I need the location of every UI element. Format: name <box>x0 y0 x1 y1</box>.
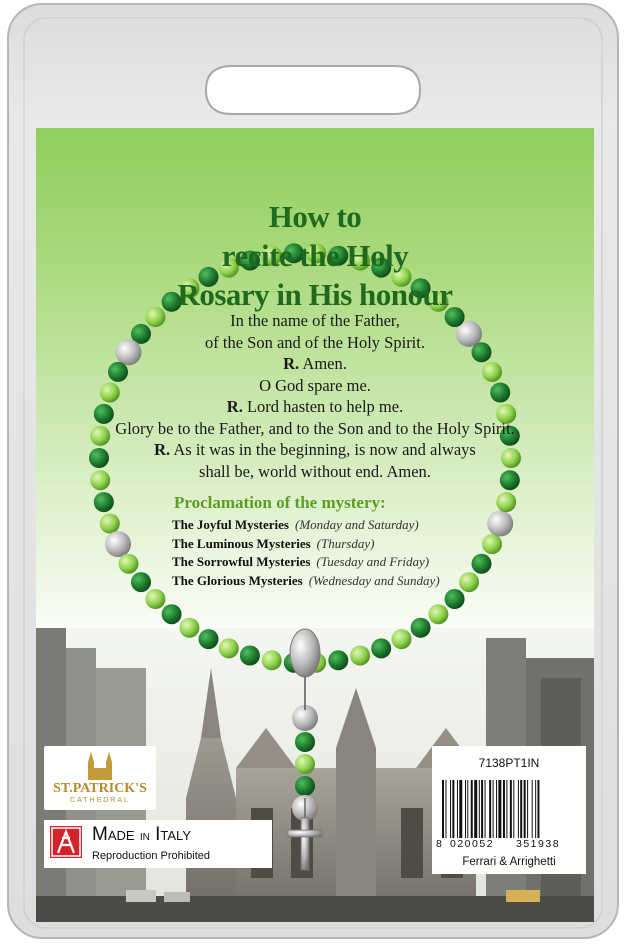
hanging-slot <box>206 66 420 114</box>
barcode-bar <box>518 780 519 838</box>
rosary-bead <box>119 554 139 574</box>
ferrari-arrighetti-logo-icon <box>50 826 82 858</box>
rosary-bead <box>219 638 239 658</box>
barcode-bar <box>503 780 505 838</box>
rosary-bead <box>496 492 516 512</box>
prayer-text: shall be, world without end. Amen. <box>199 461 431 481</box>
rosary-bead <box>392 629 412 649</box>
rosary-bead <box>199 629 219 649</box>
card-title-line-1: How to <box>268 199 362 234</box>
rosary-bead <box>100 514 120 534</box>
brand-name: Ferrari & Arrighetti <box>462 856 556 868</box>
prayer-line <box>36 439 594 461</box>
mystery-item <box>172 552 429 571</box>
rosary-pendant-bead <box>295 732 315 752</box>
barcode-bar <box>489 780 491 838</box>
barcode-bar <box>467 780 468 838</box>
prayer-text: of the Son and of the Holy Spirit. <box>205 332 425 352</box>
prayer-line <box>36 396 594 418</box>
barcode-bar <box>493 780 494 838</box>
rosary-bead <box>350 646 370 666</box>
in-word: in <box>139 827 150 843</box>
barcode-bar <box>474 780 477 838</box>
barcode-icon <box>440 780 578 840</box>
mystery-days: (Monday and Saturday) <box>294 517 419 532</box>
rosary-bead <box>262 650 282 670</box>
rosary-bead <box>145 589 165 609</box>
card-title-line-3: Rosary in His honour <box>177 277 453 312</box>
prayer-line <box>36 353 594 375</box>
cathedral-logo-box <box>44 746 156 810</box>
response-marker: R. <box>283 354 300 373</box>
prayer-text: Glory be to the Father, and to the Son and to the Holy Spirit. <box>115 418 515 438</box>
barcode-bar <box>465 780 466 838</box>
mystery-days: (Thursday) <box>316 535 375 551</box>
rosary-bead <box>411 618 431 638</box>
barcode-bar <box>459 780 462 838</box>
barcode-bar <box>498 780 501 838</box>
prayer-text: Amen. <box>299 354 347 373</box>
barcode-bar <box>520 780 522 838</box>
barcode-right-digits: 351938 <box>516 838 561 850</box>
proclamation-heading: Proclamation of the mystery: <box>174 493 386 512</box>
barcode-bar <box>485 780 486 838</box>
cathedral-logo-sub: CATHEDRAL <box>70 797 130 804</box>
made-word: Made <box>92 824 135 845</box>
rosary-bead <box>482 534 502 554</box>
rosary-bead <box>459 572 479 592</box>
mystery-item <box>172 534 374 553</box>
rosary-pendant-bead <box>295 754 315 774</box>
response-marker: R. <box>154 440 171 459</box>
barcode-bar <box>457 780 458 838</box>
rosary-bead <box>371 638 391 658</box>
prayer-text: Lord hasten to help me. <box>242 397 404 416</box>
mystery-item <box>172 571 440 590</box>
barcode-bar <box>450 780 451 838</box>
rosary-bead <box>472 554 492 574</box>
barcode-bar <box>481 780 483 838</box>
barcode-bar <box>452 780 454 838</box>
mystery-item <box>172 515 419 534</box>
rosary-silver-bead <box>105 531 131 557</box>
barcode-bar <box>496 780 497 838</box>
cathedral-logo-name: ST.PATRICK'S <box>53 781 147 796</box>
barcode-left-digits: 020052 <box>450 838 495 850</box>
card-title-line-2: recite the Holy <box>221 238 409 273</box>
barcode-bar <box>527 780 528 838</box>
rosary-card <box>36 128 594 922</box>
rosary-pendant-bead <box>295 776 315 796</box>
rosary-bead <box>162 604 182 624</box>
rosary-bead <box>445 589 465 609</box>
barcode-bar <box>442 780 444 838</box>
prayer-line <box>36 310 594 332</box>
italy-word: Italy <box>155 824 191 845</box>
center-medal <box>290 629 320 677</box>
barcode-bar <box>445 780 446 838</box>
mystery-name: The Sorrowful Mysteries <box>172 554 311 569</box>
rosary-bead <box>179 618 199 638</box>
mystery-days: (Wednesday and Sunday) <box>308 572 440 588</box>
barcode-bar <box>532 780 533 838</box>
rosary-silver-bead <box>487 511 513 537</box>
rosary-bead <box>428 604 448 624</box>
mystery-days: (Tuesday and Friday) <box>316 554 430 569</box>
rosary-bead <box>240 646 260 666</box>
mystery-name: The Joyful Mysteries <box>172 517 289 532</box>
mystery-name: The Luminous Mysteries <box>172 535 311 551</box>
barcode-bar <box>471 780 473 838</box>
product-code: 7138PT1IN <box>478 756 540 770</box>
barcode-bar <box>537 780 539 838</box>
barcode-bar <box>513 780 514 838</box>
mystery-name: The Glorious Mysteries <box>172 572 303 588</box>
prayer-line <box>36 332 594 354</box>
prayer-line <box>36 461 594 483</box>
rosary-bead <box>131 572 151 592</box>
prayer-text: As it was in the beginning, is now and always <box>170 440 476 459</box>
prayer-line <box>36 418 594 440</box>
prayer-text: O God spare me. <box>259 375 371 395</box>
made-in-italy-box <box>44 820 272 868</box>
barcode-bar <box>510 780 512 838</box>
barcode-bar <box>479 780 480 838</box>
cathedral-logo-icon <box>80 750 120 780</box>
prayer-text: In the name of the Father, <box>230 311 400 330</box>
barcode-bar <box>535 780 536 838</box>
reproduction-notice: Reproduction Prohibited <box>92 850 211 862</box>
rosary-bead <box>94 492 114 512</box>
response-marker: R. <box>226 397 243 416</box>
made-in-italy-text <box>92 824 191 846</box>
barcode-first-digit: 8 <box>436 838 442 850</box>
barcode-bar <box>524 780 526 838</box>
prayer-line <box>36 375 594 397</box>
barcode-bar <box>506 780 507 838</box>
rosary-bead <box>328 650 348 670</box>
barcode-box <box>432 746 586 874</box>
